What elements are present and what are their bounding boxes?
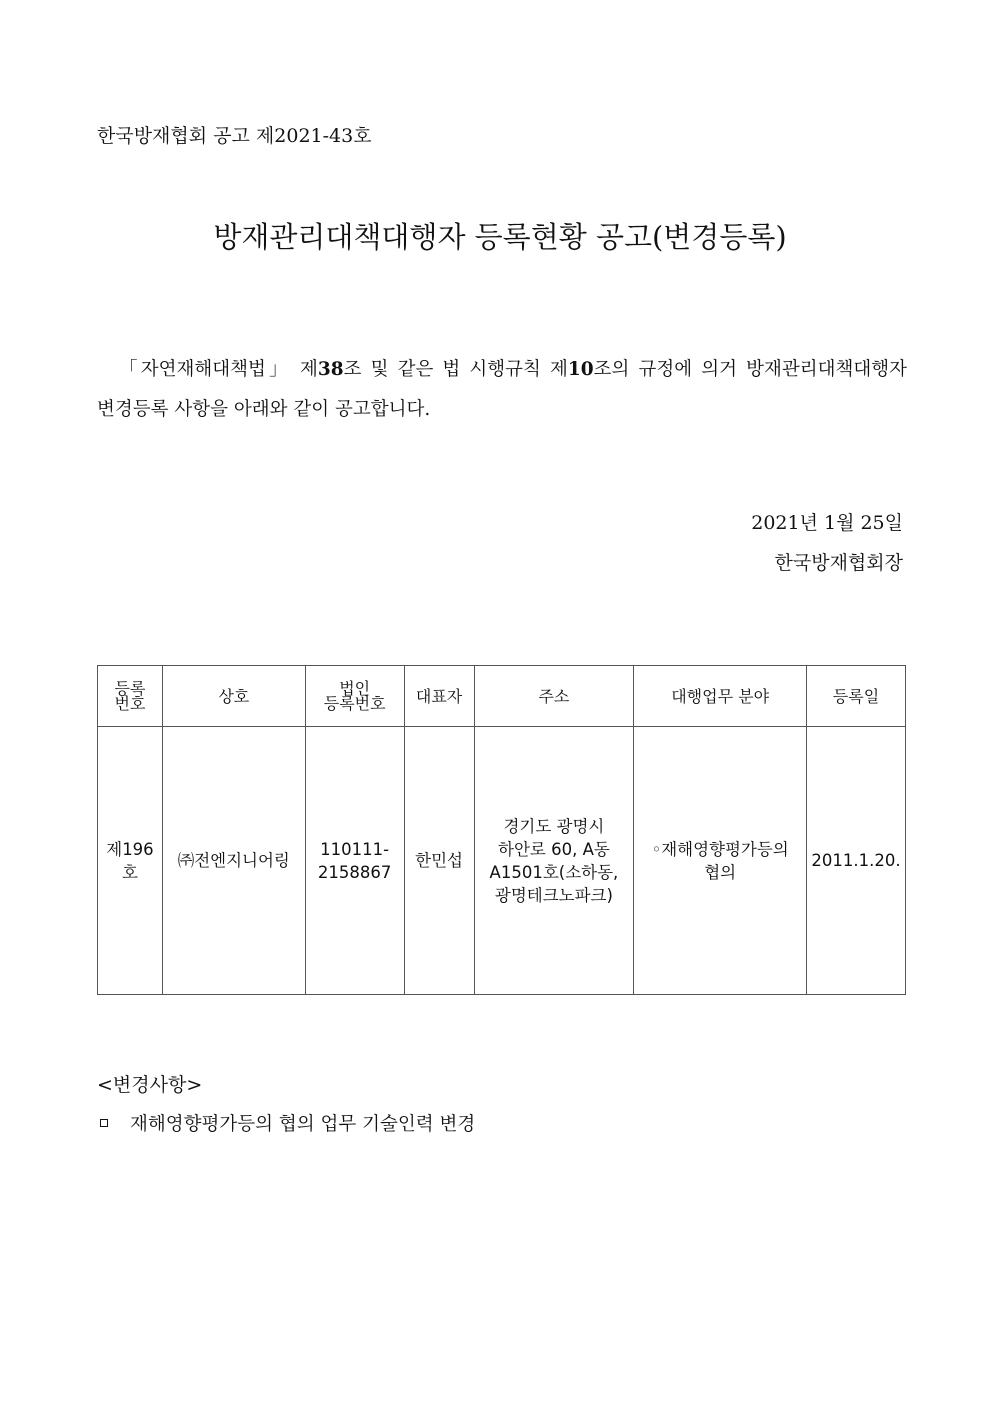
cell-reg-no: 제196호 xyxy=(98,727,163,995)
table-header-row xyxy=(98,666,906,727)
document-title: 방재관리대책대행자 등록현황 공고(변경등록) xyxy=(213,220,787,254)
cell-address: 경기도 광명시 하안로 60, A동 A1501호(소하동, 광명테크노파크) xyxy=(474,727,634,995)
square-bullet-icon xyxy=(100,1119,108,1127)
changes-heading: <변경사항> xyxy=(97,1074,203,1096)
change-item-text: 재해영향평가등의 협의 업무 기술인력 변경 xyxy=(130,1114,476,1135)
intro-article-2: 10 xyxy=(567,359,594,380)
intro-paragraph xyxy=(97,350,907,430)
cell-representative: 한민섭 xyxy=(404,727,474,995)
cell-company: ㈜전엔지니어링 xyxy=(162,727,305,995)
intro-text-3: 조의 규정에 의거 방재관리대책대행자 변경등록 사항을 아래와 같이 공고합니다. xyxy=(97,359,907,420)
intro-text-1: 「자연재해대책법」 제 xyxy=(119,359,318,380)
cell-field: ◦재해영향평가등의 협의 xyxy=(634,727,807,995)
header-field: 대행업무 분야 xyxy=(634,666,807,727)
intro-text-2: 조 및 같은 법 시행규칙 제 xyxy=(343,359,568,380)
list-item xyxy=(100,1110,475,1136)
registration-table xyxy=(97,665,906,995)
notice-number: 한국방재협회 공고 제2021-43호 xyxy=(97,125,372,147)
cell-corp-no: 110111- 2158867 xyxy=(305,727,404,995)
notice-date: 2021년 1월 25일 xyxy=(751,512,903,534)
header-corp-no: 법인 등록번호 xyxy=(305,666,404,727)
header-address: 주소 xyxy=(474,666,634,727)
header-reg-date: 등록일 xyxy=(806,666,905,727)
header-company: 상호 xyxy=(162,666,305,727)
cell-reg-date: 2011.1.20. xyxy=(806,727,905,995)
table-row xyxy=(98,727,906,995)
header-reg-no: 등록 번호 xyxy=(98,666,163,727)
intro-article-1: 38 xyxy=(317,359,344,380)
issuer-name: 한국방재협회장 xyxy=(774,552,903,574)
header-representative: 대표자 xyxy=(404,666,474,727)
